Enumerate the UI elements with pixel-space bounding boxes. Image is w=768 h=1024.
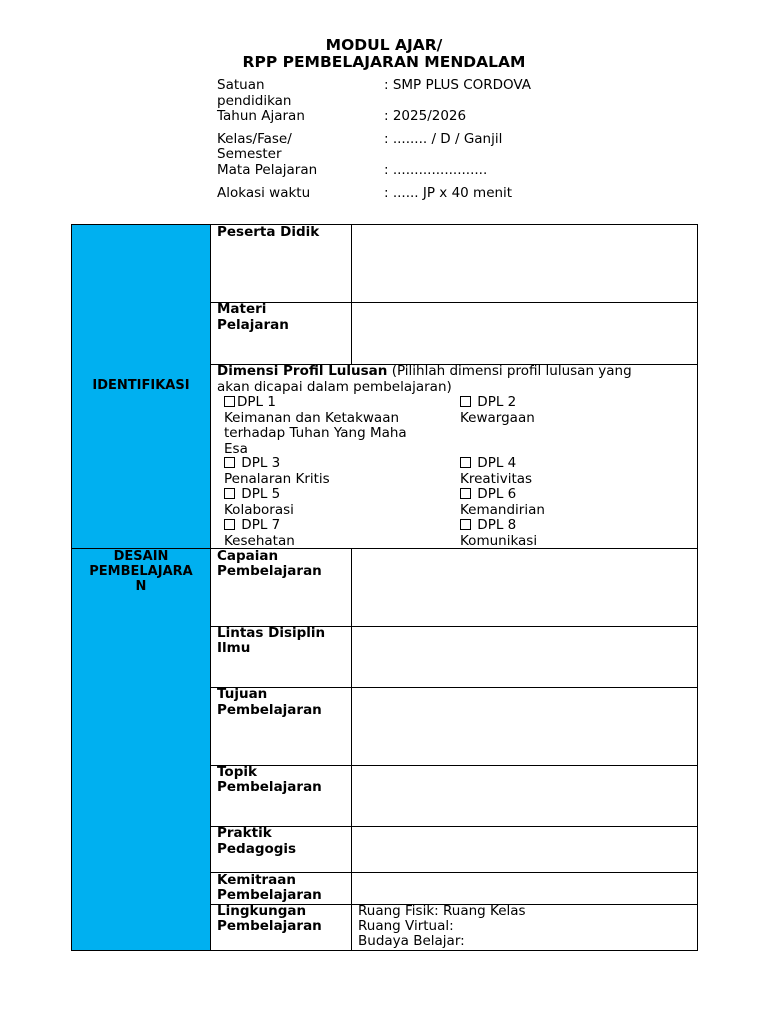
desain-label-3: N: [135, 579, 147, 594]
tahun-label: Tahun Ajaran: [217, 108, 305, 124]
capaian-label-1: Capaian: [217, 548, 279, 564]
capaian-label-2: Pembelajaran: [217, 563, 322, 579]
checkbox-icon[interactable]: [224, 457, 235, 468]
dpl-option-5[interactable]: [224, 487, 454, 518]
dpl-1-code: DPL 1: [237, 394, 276, 410]
title-line-2: RPP PEMBELAJARAN MENDALAM: [242, 53, 526, 71]
topik-label-2: Pembelajaran: [217, 779, 322, 795]
dpl-option-8[interactable]: [460, 518, 690, 549]
dpl-3-code: DPL 3: [241, 455, 281, 471]
kelas-value: : ........ / D / Ganjil: [384, 131, 503, 147]
table-border-bottom: [71, 950, 698, 951]
table-border-right: [697, 224, 698, 951]
tahun-value: : 2025/2026: [384, 108, 467, 124]
dpl-1-name-3: Esa: [224, 440, 248, 457]
identifikasi-label: IDENTIFIKASI: [92, 378, 190, 393]
kelas-label-1: Kelas/Fase/: [217, 131, 292, 147]
sidebar-divider: [210, 224, 211, 951]
mapel-label: Mata Pelajaran: [217, 162, 318, 178]
alokasi-value: : ...... JP x 40 menit: [384, 185, 513, 201]
dpl-3-name: Penalaran Kritis: [224, 470, 330, 487]
dpl-5-code: DPL 5: [241, 486, 281, 502]
dpl-6-name: Kemandirian: [460, 501, 545, 518]
dpl-option-7[interactable]: [224, 518, 454, 549]
checkbox-icon[interactable]: [460, 457, 471, 468]
desain-label-1: DESAIN: [113, 549, 169, 564]
satuan-label-1: Satuan: [217, 77, 265, 93]
kemitraan-label-2: Pembelajaran: [217, 887, 322, 903]
col-divider-1: [351, 224, 352, 364]
checkbox-icon[interactable]: [224, 396, 235, 407]
dpl-2-code: DPL 2: [477, 394, 517, 410]
dpl-1-name-2: terhadap Tuhan Yang Maha: [224, 425, 407, 441]
dpl-hint-1: (Pilihlah dimensi profil lulusan yang: [387, 363, 632, 379]
ruang-fisik-text: Ruang Fisik: Ruang Kelas: [358, 903, 526, 919]
dpl-6-code: DPL 6: [477, 486, 517, 502]
dpl-option-2[interactable]: [460, 395, 690, 426]
praktik-label-1: Praktik: [217, 825, 272, 841]
dpl-title: Dimensi Profil Lulusan: [217, 363, 388, 379]
checkbox-icon[interactable]: [460, 519, 471, 530]
satuan-value: : SMP PLUS CORDOVA: [384, 77, 532, 93]
kelas-label-2: Semester: [217, 146, 282, 162]
dpl-5-name: Kolaborasi: [224, 501, 294, 518]
dpl-option-1[interactable]: [224, 395, 454, 457]
peserta-label: Peserta Didik: [217, 224, 320, 240]
ruang-virtual-text: Ruang Virtual:: [358, 918, 454, 934]
kemitraan-label-1: Kemitraan: [217, 872, 297, 888]
topik-label-1: Topik: [217, 764, 257, 780]
praktik-label-2: Pedagogis: [217, 841, 297, 857]
table-border-left: [71, 224, 72, 951]
dpl-8-code: DPL 8: [477, 517, 517, 533]
budaya-belajar-text: Budaya Belajar:: [358, 933, 465, 949]
tujuan-label-2: Pembelajaran: [217, 702, 322, 718]
dpl-4-name: Kreativitas: [460, 470, 533, 487]
checkbox-icon[interactable]: [224, 488, 235, 499]
dpl-8-name: Komunikasi: [460, 532, 538, 549]
dpl-7-code: DPL 7: [241, 517, 281, 533]
checkbox-icon[interactable]: [460, 396, 471, 407]
table-border-top: [71, 224, 698, 225]
materi-label-2: Pelajaran: [217, 317, 289, 333]
desain-label-2: PEMBELAJARA: [89, 564, 193, 579]
checkbox-icon[interactable]: [460, 488, 471, 499]
lingkungan-label-1: Lingkungan: [217, 903, 307, 919]
tujuan-label-1: Tujuan: [217, 686, 268, 702]
materi-label-1: Materi: [217, 301, 267, 317]
dpl-hint-2: akan dicapai dalam pembelajaran): [217, 378, 452, 395]
col-divider-2: [351, 548, 352, 950]
lintas-label-2: Ilmu: [217, 640, 251, 656]
dpl-7-name: Kesehatan: [224, 532, 295, 549]
lintas-label-1: Lintas Disiplin: [217, 625, 326, 641]
checkbox-icon[interactable]: [224, 519, 235, 530]
dpl-heading: [217, 364, 689, 395]
lingkungan-label-2: Pembelajaran: [217, 918, 322, 934]
alokasi-label: Alokasi waktu: [217, 185, 311, 201]
identifikasi-sidebar: [72, 225, 210, 548]
dpl-1-name-1: Keimanan dan Ketakwaan: [224, 409, 400, 426]
dpl-option-6[interactable]: [460, 487, 690, 518]
desain-sidebar: [72, 549, 210, 950]
dpl-option-3[interactable]: [224, 456, 454, 487]
dpl-4-code: DPL 4: [477, 455, 517, 471]
dpl-option-4[interactable]: [460, 456, 690, 487]
title-line-1: MODUL AJAR/: [325, 36, 443, 54]
mapel-value: : ......................: [384, 162, 488, 178]
dpl-2-name: Kewargaan: [460, 409, 535, 426]
satuan-label-2: pendidikan: [217, 93, 292, 109]
